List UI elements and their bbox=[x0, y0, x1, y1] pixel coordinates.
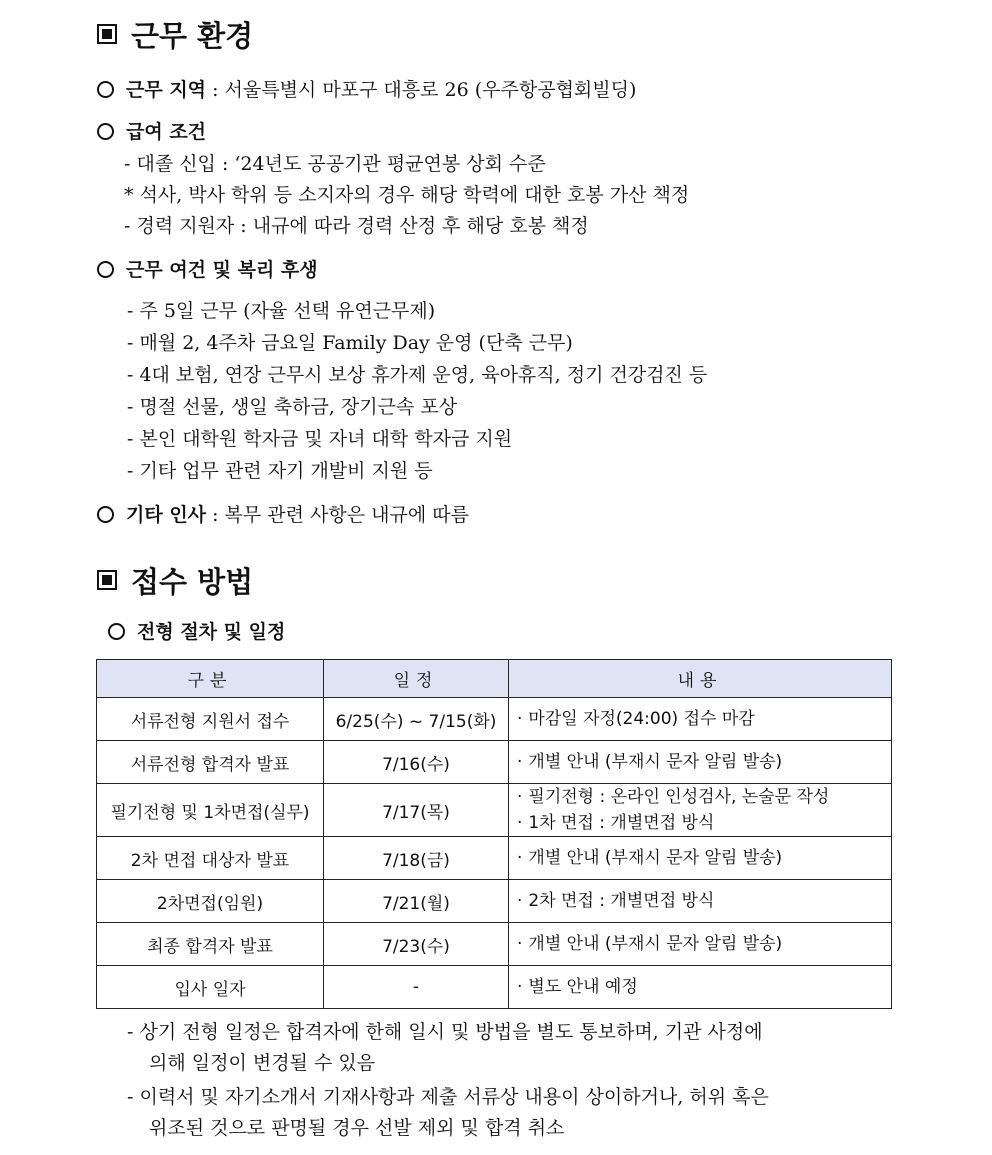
bullet-dot: · bbox=[517, 891, 523, 911]
salary-line: - 대졸 신입 : ‘24년도 공공기관 평균연봉 상회 수준 bbox=[124, 153, 546, 175]
bullet-dot: · bbox=[517, 848, 523, 868]
stage-cell: 서류전형 합격자 발표 bbox=[97, 741, 324, 784]
welfare-heading bbox=[97, 257, 318, 283]
welfare-line: - 명절 선물, 생일 축하금, 장기근속 포상 bbox=[127, 396, 458, 418]
content-cell bbox=[509, 966, 892, 1009]
content-cell bbox=[509, 784, 892, 837]
welfare-line: - 4대 보험, 연장 근무시 보상 휴가제 운영, 육아휴직, 정기 건강검진 등 bbox=[127, 364, 708, 386]
bullet-dot: · bbox=[517, 752, 523, 772]
stage-cell: 입사 일자 bbox=[97, 966, 324, 1009]
item-label: 급여 조건 bbox=[126, 121, 207, 143]
date-cell: - bbox=[324, 966, 509, 1009]
salary-heading bbox=[97, 119, 206, 145]
welfare-line: - 매월 2, 4주차 금요일 Family Day 운영 (단축 근무) bbox=[127, 332, 573, 354]
content-cell bbox=[509, 880, 892, 923]
content-text: 개별 안내 (부재시 문자 알림 발송) bbox=[528, 848, 783, 868]
content-cell bbox=[509, 837, 892, 880]
item-text: 복무 관련 사항은 내규에 따름 bbox=[224, 504, 469, 526]
date-cell: 7/21(월) bbox=[324, 880, 509, 923]
content-line bbox=[517, 784, 891, 810]
section-heading-application bbox=[97, 560, 253, 600]
date-cell: 7/23(수) bbox=[324, 923, 509, 966]
table-row bbox=[97, 966, 892, 1009]
process-heading bbox=[108, 619, 285, 645]
table-row bbox=[97, 923, 892, 966]
work-location-item bbox=[97, 77, 636, 103]
item-label: 기타 인사 bbox=[126, 504, 207, 526]
content-line bbox=[517, 749, 891, 775]
date-cell: 7/17(목) bbox=[324, 784, 509, 837]
content-line bbox=[517, 974, 891, 1000]
section-title: 접수 방법 bbox=[131, 564, 254, 599]
content-text: 마감일 자정(24:00) 접수 마감 bbox=[528, 709, 755, 729]
column-header: 구분 bbox=[97, 660, 324, 698]
bullet-dot: · bbox=[517, 934, 523, 954]
welfare-line: - 기타 업무 관련 자기 개발비 지원 등 bbox=[127, 460, 433, 482]
stage-cell: 서류전형 지원서 접수 bbox=[97, 698, 324, 741]
item-label: 근무 여건 및 복리 후생 bbox=[126, 259, 318, 281]
content-line bbox=[517, 706, 891, 732]
circle-bullet-icon bbox=[108, 623, 125, 640]
circle-bullet-icon bbox=[97, 506, 114, 523]
item-separator: : bbox=[206, 504, 225, 526]
content-text: 별도 안내 예정 bbox=[528, 977, 638, 997]
column-header: 내용 bbox=[509, 660, 892, 698]
item-separator: : bbox=[206, 79, 225, 101]
content-text: 1차 면접 : 개별면접 방식 bbox=[528, 813, 715, 833]
stage-cell: 2차면접(임원) bbox=[97, 880, 324, 923]
circle-bullet-icon bbox=[97, 81, 114, 98]
bullet-dot: · bbox=[517, 709, 523, 729]
salary-line: * 석사, 박사 학위 등 소지자의 경우 해당 학력에 대한 호봉 가산 책정 bbox=[124, 184, 690, 206]
content-cell bbox=[509, 741, 892, 784]
other-hr-item bbox=[97, 502, 469, 528]
content-text: 필기전형 : 온라인 인성검사, 논술문 작성 bbox=[528, 787, 830, 807]
filled-square-icon bbox=[97, 570, 117, 590]
note-line: - 이력서 및 자기소개서 기재사항과 제출 서류상 내용이 상이하거나, 허위 혹은 bbox=[127, 1086, 769, 1108]
table-header-row bbox=[97, 660, 892, 698]
section-heading-work-environment bbox=[97, 14, 253, 54]
note-line: 의해 일정이 변경될 수 있음 bbox=[149, 1052, 376, 1074]
content-text: 2차 면접 : 개별면접 방식 bbox=[528, 891, 715, 911]
date-cell: 7/16(수) bbox=[324, 741, 509, 784]
stage-cell: 2차 면접 대상자 발표 bbox=[97, 837, 324, 880]
section-title: 근무 환경 bbox=[131, 18, 254, 53]
content-line bbox=[517, 888, 891, 914]
item-label: 전형 절차 및 일정 bbox=[137, 621, 286, 643]
stage-cell: 최종 합격자 발표 bbox=[97, 923, 324, 966]
salary-line: - 경력 지원자 : 내규에 따라 경력 산정 후 해당 호봉 책정 bbox=[124, 215, 589, 237]
date-cell: 7/18(금) bbox=[324, 837, 509, 880]
welfare-line: - 주 5일 근무 (자율 선택 유연근무제) bbox=[127, 300, 436, 322]
note-line: 위조된 것으로 판명될 경우 선발 제외 및 합격 취소 bbox=[149, 1117, 565, 1139]
circle-bullet-icon bbox=[97, 123, 114, 140]
table-row bbox=[97, 837, 892, 880]
circle-bullet-icon bbox=[97, 261, 114, 278]
content-cell bbox=[509, 698, 892, 741]
content-line bbox=[517, 845, 891, 871]
bullet-dot: · bbox=[517, 813, 523, 833]
table-row bbox=[97, 741, 892, 784]
table-row bbox=[97, 698, 892, 741]
welfare-line: - 본인 대학원 학자금 및 자녀 대학 학자금 지원 bbox=[127, 428, 513, 450]
content-text: 개별 안내 (부재시 문자 알림 발송) bbox=[528, 934, 783, 954]
column-header: 일정 bbox=[324, 660, 509, 698]
content-line bbox=[517, 931, 891, 957]
stage-cell: 필기전형 및 1차면접(실무) bbox=[97, 784, 324, 837]
item-text: 서울특별시 마포구 대흥로 26 (우주항공협회빌딩) bbox=[224, 79, 637, 101]
schedule-table bbox=[96, 659, 892, 1009]
content-text: 개별 안내 (부재시 문자 알림 발송) bbox=[528, 752, 783, 772]
note-line: - 상기 전형 일정은 합격자에 한해 일시 및 방법을 별도 통보하며, 기관 사정에 bbox=[127, 1021, 763, 1043]
content-line bbox=[517, 810, 891, 836]
table-row bbox=[97, 880, 892, 923]
table-row bbox=[97, 784, 892, 837]
date-cell: 6/25(수) ~ 7/15(화) bbox=[324, 698, 509, 741]
item-label: 근무 지역 bbox=[126, 79, 207, 101]
filled-square-icon bbox=[97, 24, 117, 44]
content-cell bbox=[509, 923, 892, 966]
bullet-dot: · bbox=[517, 977, 523, 997]
bullet-dot: · bbox=[517, 787, 523, 807]
